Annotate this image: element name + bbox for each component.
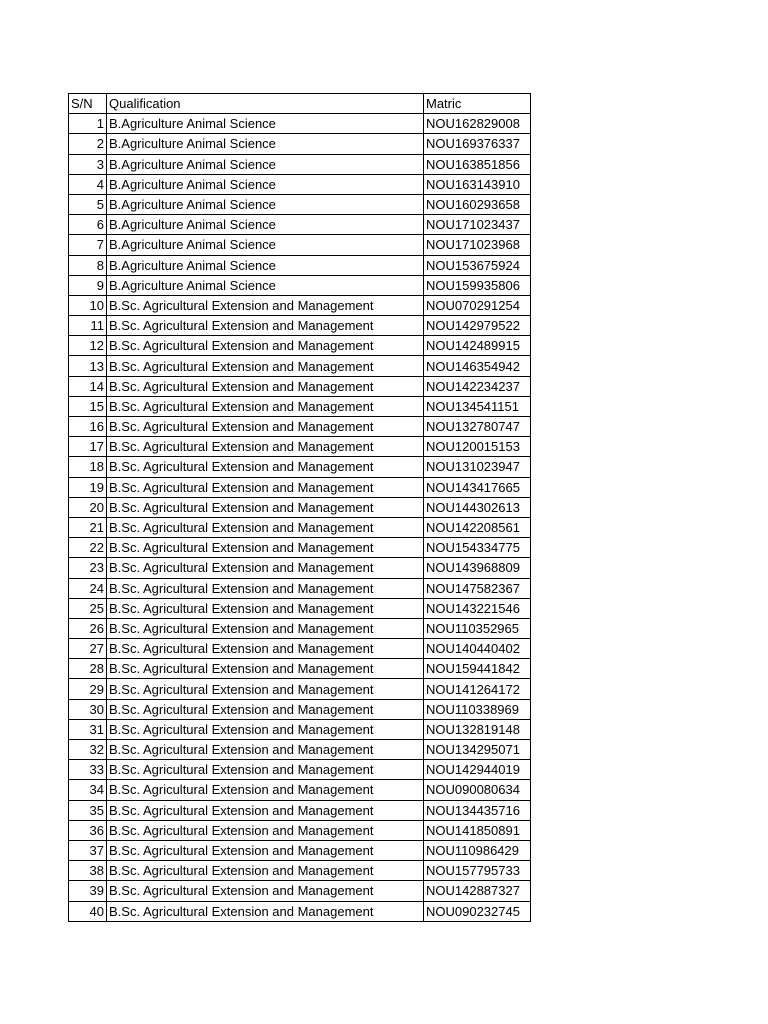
cell-sn: 14	[69, 376, 107, 396]
table-row	[69, 780, 531, 800]
cell-matric: NOU159441842	[424, 659, 531, 679]
header-qualification: Qualification	[107, 94, 424, 114]
cell-matric: NOU090232745	[424, 901, 531, 921]
table-row	[69, 901, 531, 921]
cell-qualification: B.Sc. Agricultural Extension and Management	[107, 780, 424, 800]
table-row	[69, 558, 531, 578]
cell-sn: 21	[69, 517, 107, 537]
cell-qualification: B.Sc. Agricultural Extension and Management	[107, 558, 424, 578]
cell-sn: 12	[69, 336, 107, 356]
cell-sn: 40	[69, 901, 107, 921]
cell-sn: 6	[69, 215, 107, 235]
cell-qualification: B.Sc. Agricultural Extension and Management	[107, 477, 424, 497]
cell-matric: NOU143221546	[424, 598, 531, 618]
table-row	[69, 477, 531, 497]
cell-matric: NOU162829008	[424, 114, 531, 134]
cell-qualification: B.Agriculture Animal Science	[107, 174, 424, 194]
cell-qualification: B.Sc. Agricultural Extension and Management	[107, 840, 424, 860]
cell-qualification: B.Agriculture Animal Science	[107, 255, 424, 275]
cell-qualification: B.Sc. Agricultural Extension and Management	[107, 679, 424, 699]
cell-matric: NOU171023437	[424, 215, 531, 235]
table-row	[69, 719, 531, 739]
cell-matric: NOU144302613	[424, 497, 531, 517]
table-row	[69, 255, 531, 275]
cell-matric: NOU142944019	[424, 760, 531, 780]
cell-qualification: B.Sc. Agricultural Extension and Management	[107, 699, 424, 719]
table-row	[69, 598, 531, 618]
cell-qualification: B.Sc. Agricultural Extension and Management	[107, 336, 424, 356]
cell-sn: 16	[69, 417, 107, 437]
cell-qualification: B.Sc. Agricultural Extension and Management	[107, 457, 424, 477]
cell-sn: 11	[69, 316, 107, 336]
cell-matric: NOU142234237	[424, 376, 531, 396]
cell-matric: NOU142979522	[424, 316, 531, 336]
table-row	[69, 659, 531, 679]
cell-matric: NOU131023947	[424, 457, 531, 477]
cell-qualification: B.Sc. Agricultural Extension and Management	[107, 517, 424, 537]
cell-qualification: B.Sc. Agricultural Extension and Management	[107, 376, 424, 396]
cell-sn: 36	[69, 820, 107, 840]
table-row	[69, 618, 531, 638]
cell-matric: NOU132819148	[424, 719, 531, 739]
table-row	[69, 578, 531, 598]
cell-sn: 39	[69, 881, 107, 901]
cell-matric: NOU157795733	[424, 861, 531, 881]
cell-qualification: B.Sc. Agricultural Extension and Management	[107, 800, 424, 820]
cell-qualification: B.Sc. Agricultural Extension and Management	[107, 598, 424, 618]
cell-sn: 32	[69, 740, 107, 760]
cell-matric: NOU134541151	[424, 396, 531, 416]
cell-qualification: B.Sc. Agricultural Extension and Management	[107, 719, 424, 739]
cell-sn: 7	[69, 235, 107, 255]
cell-sn: 8	[69, 255, 107, 275]
cell-sn: 19	[69, 477, 107, 497]
table-row	[69, 840, 531, 860]
table-row	[69, 800, 531, 820]
table-row	[69, 417, 531, 437]
cell-matric: NOU147582367	[424, 578, 531, 598]
cell-sn: 1	[69, 114, 107, 134]
cell-matric: NOU110338969	[424, 699, 531, 719]
cell-sn: 2	[69, 134, 107, 154]
cell-qualification: B.Agriculture Animal Science	[107, 114, 424, 134]
table-row	[69, 760, 531, 780]
cell-sn: 22	[69, 538, 107, 558]
cell-matric: NOU143417665	[424, 477, 531, 497]
cell-matric: NOU169376337	[424, 134, 531, 154]
cell-matric: NOU159935806	[424, 275, 531, 295]
table-row	[69, 174, 531, 194]
cell-matric: NOU163143910	[424, 174, 531, 194]
cell-qualification: B.Sc. Agricultural Extension and Management	[107, 881, 424, 901]
cell-sn: 23	[69, 558, 107, 578]
cell-sn: 33	[69, 760, 107, 780]
cell-sn: 26	[69, 618, 107, 638]
cell-matric: NOU090080634	[424, 780, 531, 800]
table-row	[69, 154, 531, 174]
table-row	[69, 336, 531, 356]
cell-qualification: B.Sc. Agricultural Extension and Management	[107, 820, 424, 840]
table-row	[69, 639, 531, 659]
cell-matric: NOU140440402	[424, 639, 531, 659]
table-row	[69, 134, 531, 154]
cell-matric: NOU141264172	[424, 679, 531, 699]
cell-qualification: B.Sc. Agricultural Extension and Management	[107, 437, 424, 457]
cell-sn: 29	[69, 679, 107, 699]
cell-qualification: B.Sc. Agricultural Extension and Management	[107, 356, 424, 376]
table-row	[69, 316, 531, 336]
cell-sn: 15	[69, 396, 107, 416]
cell-qualification: B.Agriculture Animal Science	[107, 275, 424, 295]
cell-sn: 13	[69, 356, 107, 376]
cell-sn: 31	[69, 719, 107, 739]
qualification-matric-table	[68, 93, 531, 922]
table-row	[69, 881, 531, 901]
table-row	[69, 275, 531, 295]
table-row	[69, 114, 531, 134]
table-row	[69, 679, 531, 699]
table-row	[69, 437, 531, 457]
cell-qualification: B.Sc. Agricultural Extension and Management	[107, 316, 424, 336]
cell-matric: NOU134435716	[424, 800, 531, 820]
cell-sn: 3	[69, 154, 107, 174]
table-row	[69, 538, 531, 558]
table-row	[69, 457, 531, 477]
cell-matric: NOU142208561	[424, 517, 531, 537]
cell-qualification: B.Sc. Agricultural Extension and Management	[107, 760, 424, 780]
cell-sn: 4	[69, 174, 107, 194]
cell-qualification: B.Sc. Agricultural Extension and Management	[107, 659, 424, 679]
cell-sn: 9	[69, 275, 107, 295]
cell-matric: NOU070291254	[424, 295, 531, 315]
table-row	[69, 517, 531, 537]
header-matric: Matric	[424, 94, 531, 114]
cell-matric: NOU142887327	[424, 881, 531, 901]
cell-qualification: B.Sc. Agricultural Extension and Management	[107, 295, 424, 315]
cell-matric: NOU171023968	[424, 235, 531, 255]
cell-matric: NOU154334775	[424, 538, 531, 558]
cell-qualification: B.Sc. Agricultural Extension and Management	[107, 396, 424, 416]
cell-matric: NOU146354942	[424, 356, 531, 376]
cell-sn: 27	[69, 639, 107, 659]
cell-matric: NOU134295071	[424, 740, 531, 760]
cell-sn: 18	[69, 457, 107, 477]
table-row	[69, 396, 531, 416]
cell-sn: 30	[69, 699, 107, 719]
cell-sn: 24	[69, 578, 107, 598]
table-row	[69, 295, 531, 315]
cell-matric: NOU143968809	[424, 558, 531, 578]
cell-qualification: B.Agriculture Animal Science	[107, 194, 424, 214]
cell-qualification: B.Agriculture Animal Science	[107, 154, 424, 174]
table-header-row	[69, 94, 531, 114]
cell-sn: 10	[69, 295, 107, 315]
cell-qualification: B.Agriculture Animal Science	[107, 134, 424, 154]
cell-sn: 17	[69, 437, 107, 457]
cell-matric: NOU153675924	[424, 255, 531, 275]
header-sn: S/N	[69, 94, 107, 114]
cell-qualification: B.Agriculture Animal Science	[107, 215, 424, 235]
table-row	[69, 861, 531, 881]
cell-matric: NOU110352965	[424, 618, 531, 638]
cell-sn: 34	[69, 780, 107, 800]
table-row	[69, 235, 531, 255]
cell-qualification: B.Agriculture Animal Science	[107, 235, 424, 255]
cell-qualification: B.Sc. Agricultural Extension and Management	[107, 861, 424, 881]
cell-matric: NOU110986429	[424, 840, 531, 860]
cell-qualification: B.Sc. Agricultural Extension and Management	[107, 639, 424, 659]
cell-sn: 25	[69, 598, 107, 618]
cell-sn: 5	[69, 194, 107, 214]
table-row	[69, 699, 531, 719]
cell-qualification: B.Sc. Agricultural Extension and Management	[107, 618, 424, 638]
cell-sn: 38	[69, 861, 107, 881]
table-row	[69, 215, 531, 235]
table-row	[69, 194, 531, 214]
cell-matric: NOU160293658	[424, 194, 531, 214]
cell-qualification: B.Sc. Agricultural Extension and Management	[107, 578, 424, 598]
table-row	[69, 356, 531, 376]
cell-matric: NOU132780747	[424, 417, 531, 437]
cell-matric: NOU141850891	[424, 820, 531, 840]
cell-sn: 35	[69, 800, 107, 820]
cell-qualification: B.Sc. Agricultural Extension and Management	[107, 740, 424, 760]
table-row	[69, 376, 531, 396]
cell-qualification: B.Sc. Agricultural Extension and Management	[107, 497, 424, 517]
table-row	[69, 820, 531, 840]
table-body	[69, 94, 531, 922]
cell-qualification: B.Sc. Agricultural Extension and Management	[107, 538, 424, 558]
cell-matric: NOU120015153	[424, 437, 531, 457]
cell-matric: NOU142489915	[424, 336, 531, 356]
cell-qualification: B.Sc. Agricultural Extension and Management	[107, 417, 424, 437]
cell-matric: NOU163851856	[424, 154, 531, 174]
cell-sn: 37	[69, 840, 107, 860]
cell-qualification: B.Sc. Agricultural Extension and Management	[107, 901, 424, 921]
table-row	[69, 497, 531, 517]
table-row	[69, 740, 531, 760]
cell-sn: 28	[69, 659, 107, 679]
cell-sn: 20	[69, 497, 107, 517]
